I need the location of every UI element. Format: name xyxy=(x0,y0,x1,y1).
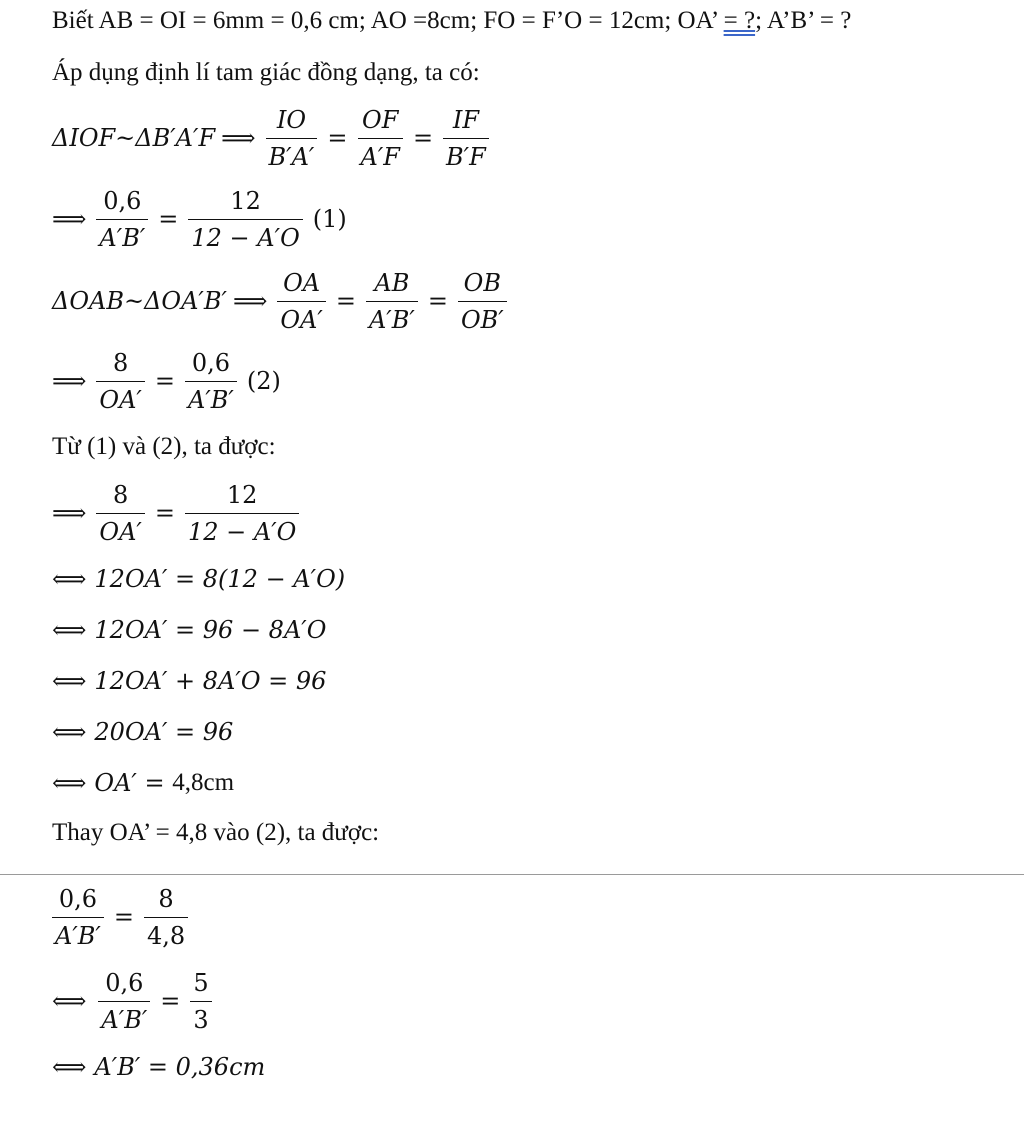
implies-symbol: ⟹ xyxy=(52,499,87,527)
step-5 xyxy=(52,766,234,800)
equation-4: $\frac{0,6}{A'B'}$ = $\frac{8}{4,8}$ xyxy=(52,882,192,952)
fraction: $\frac{12}{12 - A'O}$ xyxy=(185,480,299,547)
fraction: $\frac{OF}{A'F}$ xyxy=(358,105,403,172)
step-2 xyxy=(52,613,326,647)
fraction: $\frac{0,6}{A'B'}$ xyxy=(52,884,104,951)
intro-line: Áp dụng định lí tam giác đồng dạng, ta có: xyxy=(52,59,480,86)
combine-line: Từ (1) và (2), ta được: xyxy=(52,433,276,460)
similarity-1-lhs: ΔIOF~ΔB′A′F xyxy=(52,124,216,152)
fraction: $\frac{8}{4,8}$ xyxy=(144,884,188,951)
fraction: $\frac{IO}{B'A'}$ xyxy=(266,105,318,172)
implies-symbol: ⟹ xyxy=(52,367,87,395)
similarity-2-lhs: ΔOAB~ΔOA′B′ xyxy=(52,287,227,315)
fraction: $\frac{8}{OA'}$ xyxy=(96,480,144,547)
iff-symbol: ⟺ xyxy=(52,1053,87,1081)
equation-tag: (1) xyxy=(312,205,347,233)
step-expression: 12OA′ = 96 − 8A′O xyxy=(94,616,327,644)
fraction: $\frac{8}{OA'}$ xyxy=(96,348,144,415)
step-expression: 20OA′ = 96 xyxy=(94,718,234,746)
step-value: 4,8cm xyxy=(172,769,235,796)
iff-symbol: ⟺ xyxy=(52,616,87,644)
implies-symbol: ⟹ xyxy=(232,287,268,315)
step-expression: 12OA′ = 8(12 − A′O) xyxy=(94,565,346,593)
fraction: $\frac{0,6}{A'B'}$ xyxy=(96,186,148,253)
equation-1: ⟹ $\frac{0,6}{A'B'}$ = $\frac{12}{12 - A'O}$ (1) xyxy=(52,186,347,252)
step-expression: OA′ = xyxy=(94,769,173,797)
iff-symbol: ⟺ xyxy=(52,718,87,746)
similarity-1: ΔIOF~ΔB′A′F ⟹ $\frac{IO}{B'A'}$ = $\frac{OF}{A'F}$ = $\frac{IF}{B'F}$ xyxy=(52,104,493,172)
substitute-line: Thay OA’ = 4,8 vào (2), ta được: xyxy=(52,819,380,846)
result-line xyxy=(52,1050,265,1084)
step-1 xyxy=(52,562,345,596)
implies-symbol: ⟹ xyxy=(52,205,87,233)
iff-symbol: ⟺ xyxy=(52,769,87,797)
step-4 xyxy=(52,715,233,749)
step-expression: 12OA′ + 8A′O = 96 xyxy=(94,667,327,695)
step-3 xyxy=(52,664,326,698)
equation-5: ⟺ $\frac{0,6}{A'B'}$ = $\frac{5}{3}$ xyxy=(52,966,216,1036)
equation-tag: (2) xyxy=(246,367,281,395)
fraction: $\frac{OA}{OA'}$ xyxy=(277,268,325,335)
fraction: $\frac{OB}{OB'}$ xyxy=(458,268,507,335)
equation-3: ⟹ $\frac{8}{OA'}$ = $\frac{12}{12 - A'O}$ xyxy=(52,478,303,548)
given-line xyxy=(52,6,851,36)
page-divider xyxy=(0,874,1024,875)
result-expression: A′B′ = 0,36cm xyxy=(94,1053,266,1081)
unknown-marker: = ? xyxy=(723,7,756,34)
given-text-end: ; A’B’ = ? xyxy=(755,7,852,34)
given-text: Biết AB = OI = 6mm = 0,6 cm; AO =8cm; FO = F’O = 12cm; OA’ xyxy=(52,7,724,34)
fraction: $\frac{5}{3}$ xyxy=(190,968,211,1035)
iff-symbol: ⟺ xyxy=(52,987,87,1015)
equation-2: ⟹ $\frac{8}{OA'}$ = $\frac{0,6}{A'B'}$ (2) xyxy=(52,348,281,414)
fraction: $\frac{AB}{A'B'}$ xyxy=(366,268,418,335)
iff-symbol: ⟺ xyxy=(52,667,87,695)
implies-symbol: ⟹ xyxy=(221,124,256,152)
fraction: $\frac{12}{12 - A'O}$ xyxy=(188,186,302,253)
similarity-2: ΔOAB~ΔOA′B′ ⟹ $\frac{OA}{OA'}$ = $\frac{AB}{A'B'}$ = $\frac{OB}{OB'}$ xyxy=(52,266,511,336)
fraction: $\frac{0,6}{A'B'}$ xyxy=(98,968,150,1035)
fraction: $\frac{0,6}{A'B'}$ xyxy=(185,348,237,415)
fraction: $\frac{IF}{B'F}$ xyxy=(443,105,489,172)
iff-symbol: ⟺ xyxy=(52,565,87,593)
